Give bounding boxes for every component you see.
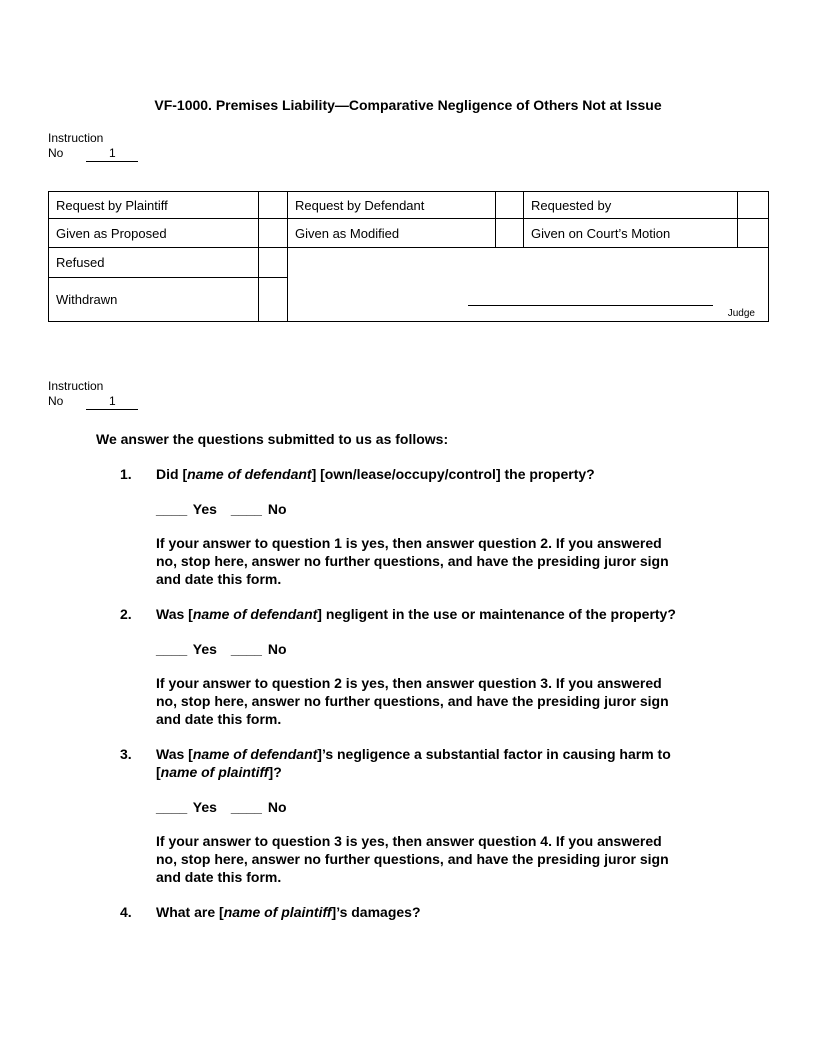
request-by-defendant-checkbox[interactable] [496,192,524,219]
no-label: No [267,641,287,657]
document-title: VF-1000. Premises Liability—Comparative Negligence of Others Not at Issue [154,97,662,113]
question-number: 2. [120,606,132,622]
question-body [156,903,686,921]
question-text: What are [name of plaintiff]’s damages? [156,904,421,920]
answer-line [156,500,686,518]
request-by-defendant-label: Request by Defendant [288,192,496,219]
question-1 [48,465,768,588]
given-as-modified-checkbox[interactable] [496,219,524,248]
question-followup: If your answer to question 3 is yes, then answer question 4. If you answered no, stop here, answer no further questions, and have the presiding juror sign and date this form. [156,833,669,885]
instruction-status-table [48,191,769,322]
yes-blank[interactable]: ____ [156,799,188,815]
question-followup: If your answer to question 2 is yes, then answer question 3. If you answered no, stop here, answer no further questions, and have the presiding juror sign and date this form. [156,675,669,727]
no-label: No [267,799,287,815]
no-blank[interactable]: ____ [230,641,262,657]
yes-blank[interactable]: ____ [156,641,188,657]
verdict-form-body [48,430,768,921]
instruction-block-top [48,131,768,162]
requested-by-label: Requested by [524,192,738,219]
given-on-courts-motion-label: Given on Court’s Motion [524,219,738,248]
instruction-no-label: No [48,394,64,408]
given-as-proposed-label: Given as Proposed [49,219,259,248]
no-blank[interactable]: ____ [230,799,262,815]
instruction-label: Instruction [48,131,104,145]
question-number: 3. [120,746,132,762]
question-text: Was [name of defendant] negligent in the use or maintenance of the property? [156,606,676,622]
question-3 [48,745,768,886]
instruction-number-field[interactable]: 1 [86,146,138,162]
instruction-no-label: No [48,146,64,160]
instruction-number-field[interactable]: 1 [86,394,138,410]
question-text: Did [name of defendant] [own/lease/occupy/control] the property? [156,466,595,482]
requested-by-checkbox[interactable] [738,192,769,219]
yes-label: Yes [192,799,217,815]
question-2 [48,605,768,728]
answer-line [156,640,686,658]
no-blank[interactable]: ____ [230,501,262,517]
withdrawn-label: Withdrawn [49,278,259,322]
yes-label: Yes [192,501,217,517]
instruction-no-line [48,146,768,162]
question-body [156,745,686,886]
answer-line [156,798,686,816]
given-on-courts-motion-checkbox[interactable] [738,219,769,248]
instruction-no-line [48,394,768,410]
question-followup: If your answer to question 1 is yes, then answer question 2. If you answered no, stop here, answer no further questions, and have the presiding juror sign and date this form. [156,535,669,587]
instruction-label: Instruction [48,379,104,393]
given-as-proposed-checkbox[interactable] [259,219,288,248]
judge-signature-line[interactable] [468,305,713,306]
question-4 [48,903,768,921]
verdict-intro: We answer the questions submitted to us as follows: [96,431,449,447]
request-by-plaintiff-checkbox[interactable] [259,192,288,219]
instruction-block-mid [48,379,768,410]
yes-blank[interactable]: ____ [156,501,188,517]
question-body [156,465,686,588]
judge-label: Judge [727,308,755,319]
no-label: No [267,501,287,517]
question-number: 4. [120,904,132,920]
judge-signature-cell [288,248,769,322]
question-text: Was [name of defendant]’s negligence a substantial factor in causing harm to [name of plaintiff]? [156,746,671,780]
refused-checkbox[interactable] [259,248,288,278]
given-as-modified-label: Given as Modified [288,219,496,248]
question-number: 1. [120,466,132,482]
question-body [156,605,686,728]
yes-label: Yes [192,641,217,657]
request-by-plaintiff-label: Request by Plaintiff [49,192,259,219]
refused-label: Refused [49,248,259,278]
withdrawn-checkbox[interactable] [259,278,288,322]
